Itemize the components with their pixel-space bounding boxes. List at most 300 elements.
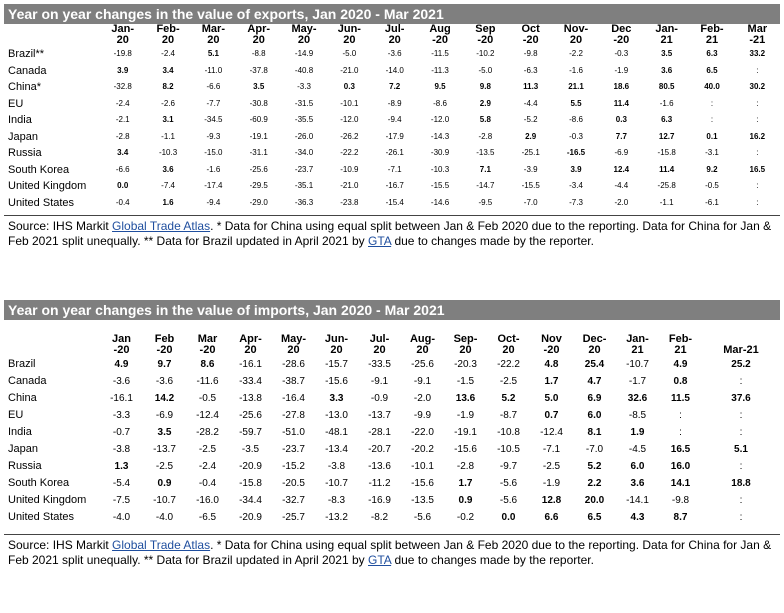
value-cell: -25.6 xyxy=(239,410,262,421)
value-cell: 11.4 xyxy=(613,98,629,108)
value-cell: -35.1 xyxy=(294,181,314,190)
value-cell: -16.1 xyxy=(239,359,262,370)
value-cell: -12.4 xyxy=(540,427,563,438)
value-cell: -28.1 xyxy=(368,427,391,438)
value-cell: -51.0 xyxy=(282,427,305,438)
value-cell: 9.7 xyxy=(157,359,172,370)
value-cell: : xyxy=(756,65,759,75)
value-cell: 13.6 xyxy=(455,393,476,404)
column-header xyxy=(444,334,487,356)
country-label: United Kingdom xyxy=(8,180,87,192)
value-cell: -11.3 xyxy=(431,65,449,75)
column-header-line2: Mar-21 xyxy=(723,344,759,356)
column-header-line2: -20 xyxy=(199,344,216,356)
value-cell: -11.2 xyxy=(368,478,391,489)
value-cell: : xyxy=(739,427,743,438)
column-header-line2: 20 xyxy=(502,344,515,356)
value-cell: -26.2 xyxy=(340,131,359,141)
value-cell: 9.2 xyxy=(706,164,718,174)
value-cell: -11.5 xyxy=(431,49,449,58)
country-label: India xyxy=(8,426,32,438)
table-row xyxy=(4,63,780,80)
value-cell: -34.0 xyxy=(294,148,314,157)
value-cell: : xyxy=(739,461,743,472)
value-cell: 16.5 xyxy=(749,164,766,174)
column-header xyxy=(358,334,401,356)
value-cell: -32.7 xyxy=(282,495,305,506)
value-cell: -8.2 xyxy=(370,512,389,523)
column-header-line1: Jan- xyxy=(655,24,678,35)
value-cell: -4.4 xyxy=(614,181,629,190)
country-label: South Korea xyxy=(8,163,70,176)
value-cell: -19.1 xyxy=(249,131,268,141)
value-cell: -7.5 xyxy=(112,495,131,506)
value-cell: 3.3 xyxy=(329,393,344,404)
value-cell: -15.4 xyxy=(385,197,404,207)
value-cell: -7.3 xyxy=(569,197,583,207)
value-cell: -32.8 xyxy=(113,82,132,91)
value-cell: 8.1 xyxy=(587,427,602,438)
value-cell: -15.5 xyxy=(521,181,540,190)
value-cell: : xyxy=(739,512,743,523)
value-cell: 4.7 xyxy=(587,376,602,387)
value-cell: -13.5 xyxy=(476,148,495,157)
value-cell: -11.6 xyxy=(196,376,219,387)
column-header-line2: 20 xyxy=(116,34,129,46)
value-cell: 16.0 xyxy=(670,461,691,472)
column-header-line1: Apr- xyxy=(247,24,271,35)
column-header-line1: Oct- xyxy=(497,334,520,345)
country-label: Japan xyxy=(8,130,38,143)
column-header-line2: -20 xyxy=(543,344,560,356)
column-header xyxy=(702,334,780,356)
value-cell: -5.6 xyxy=(499,478,518,489)
value-cell: 7.1 xyxy=(479,164,491,174)
value-cell: -15.6 xyxy=(325,376,348,387)
value-cell: -2.8 xyxy=(456,461,475,472)
column-header-line2: -20 xyxy=(522,34,539,46)
value-cell: -25.6 xyxy=(411,359,434,370)
table-row xyxy=(4,373,780,390)
value-cell: -13.7 xyxy=(153,444,176,455)
value-cell: -4.5 xyxy=(628,444,647,455)
table-row xyxy=(4,96,780,113)
value-cell: -33.4 xyxy=(239,376,262,387)
country-label: United States xyxy=(8,511,75,523)
column-header xyxy=(659,334,702,356)
column-header xyxy=(463,24,508,46)
value-cell: 3.5 xyxy=(157,427,172,438)
column-header-line1: Mar- xyxy=(201,24,225,35)
country-label: Japan xyxy=(8,443,38,455)
table-row xyxy=(4,407,780,424)
value-cell: -9.5 xyxy=(478,197,493,207)
value-cell: -16.7 xyxy=(385,181,404,190)
value-cell: : xyxy=(739,376,743,387)
value-cell: -0.4 xyxy=(115,197,130,207)
column-header-line1: Feb- xyxy=(668,334,693,345)
value-cell: -27.8 xyxy=(282,410,305,421)
column-header-line2: 20 xyxy=(161,34,175,46)
value-cell: -3.3 xyxy=(112,410,131,421)
source-text: Source: IHS Markit xyxy=(8,538,113,552)
value-cell: -2.8 xyxy=(478,131,493,141)
column-header xyxy=(417,24,462,46)
value-cell: -6.6 xyxy=(115,164,130,174)
value-cell: : xyxy=(679,410,682,421)
value-cell: -37.8 xyxy=(249,65,268,75)
value-cell: 1.6 xyxy=(162,197,174,207)
value-cell: 20.0 xyxy=(584,495,605,506)
column-header-line1: Dec xyxy=(611,24,632,35)
column-header-line1: Jan- xyxy=(111,24,135,35)
column-header xyxy=(100,24,145,46)
value-cell: -3.4 xyxy=(569,181,583,190)
country-label: EU xyxy=(8,409,24,421)
table-row xyxy=(4,390,780,407)
value-cell: -9.1 xyxy=(370,376,389,387)
value-cell: 3.9 xyxy=(570,164,582,174)
value-cell: 37.6 xyxy=(731,393,751,404)
exports-source-note xyxy=(4,215,780,252)
column-header xyxy=(145,24,190,46)
column-header-line2: -20 xyxy=(477,34,494,46)
header-blank xyxy=(4,334,100,356)
column-header-line2: -20 xyxy=(156,344,173,356)
value-cell: -3.5 xyxy=(241,444,260,455)
value-cell: -1.7 xyxy=(628,376,647,387)
value-cell: -31.5 xyxy=(294,98,314,108)
value-cell: -15.7 xyxy=(325,359,348,370)
column-header-line2: 20 xyxy=(207,34,220,46)
value-cell: -10.2 xyxy=(476,49,495,58)
value-cell: -36.3 xyxy=(294,197,314,207)
value-cell: 3.1 xyxy=(162,115,174,124)
column-header-line2: 20 xyxy=(416,344,429,356)
value-cell: -26.0 xyxy=(294,131,314,141)
value-cell: -5.6 xyxy=(499,495,518,506)
value-cell: -0.3 xyxy=(614,49,629,58)
value-cell: 7.2 xyxy=(389,82,401,91)
value-cell: -2.5 xyxy=(155,461,174,472)
value-cell: 8.7 xyxy=(673,512,688,523)
value-cell: -13.2 xyxy=(325,512,348,523)
value-cell: -9.9 xyxy=(413,410,432,421)
global-trade-atlas-link[interactable]: Global Trade Atlas xyxy=(112,219,211,233)
value-cell: -6.5 xyxy=(198,512,217,523)
value-cell: -1.6 xyxy=(206,164,221,174)
value-cell: -16.5 xyxy=(566,148,586,157)
country-label: Brazil** xyxy=(8,48,45,60)
exports-header-row xyxy=(4,24,780,46)
table-row xyxy=(4,356,780,373)
column-header xyxy=(689,24,734,46)
value-cell: -7.0 xyxy=(585,444,604,455)
value-cell: -29.5 xyxy=(249,181,268,190)
value-cell: -4.0 xyxy=(112,512,131,523)
value-cell: 0.9 xyxy=(458,495,473,506)
column-header-line1: Feb- xyxy=(700,24,724,35)
column-header-line1: Mar xyxy=(747,24,768,35)
value-cell: -10.3 xyxy=(158,148,178,157)
value-cell: -2.4 xyxy=(161,49,175,58)
value-cell: -22.0 xyxy=(411,427,434,438)
value-cell: -10.1 xyxy=(411,461,434,472)
value-cell: -7.4 xyxy=(161,181,175,190)
column-header-line1: Jul- xyxy=(369,334,390,345)
value-cell: -2.4 xyxy=(115,98,130,108)
column-header xyxy=(553,24,598,46)
value-cell: -13.0 xyxy=(325,410,348,421)
value-cell: -14.0 xyxy=(385,65,404,75)
column-header-line1: Oct xyxy=(521,24,540,35)
value-cell: -2.2 xyxy=(569,49,583,58)
value-cell: -15.8 xyxy=(239,478,262,489)
value-cell: 0.3 xyxy=(615,115,627,124)
column-header xyxy=(735,24,780,46)
value-cell: -21.0 xyxy=(340,181,359,190)
value-cell: -15.2 xyxy=(282,461,305,472)
value-cell: -34.4 xyxy=(239,495,262,506)
value-cell: -6.3 xyxy=(523,65,538,75)
value-cell: 5.5 xyxy=(570,98,582,108)
value-cell: -2.4 xyxy=(198,461,217,472)
value-cell: 6.5 xyxy=(587,512,602,523)
column-header-line1: Jan- xyxy=(626,334,649,345)
value-cell: -20.2 xyxy=(411,444,434,455)
value-cell: -7.0 xyxy=(523,197,538,207)
value-cell: 6.3 xyxy=(706,49,718,58)
value-cell: : xyxy=(710,115,714,124)
column-header-line2: 20 xyxy=(297,34,311,46)
value-cell: -2.1 xyxy=(115,115,130,124)
value-cell: -6.1 xyxy=(705,197,719,207)
country-label: Canada xyxy=(8,375,47,387)
value-cell: -23.8 xyxy=(340,197,359,207)
value-cell: 7.7 xyxy=(615,131,627,141)
value-cell: -48.1 xyxy=(325,427,348,438)
value-cell: -9.7 xyxy=(499,461,518,472)
value-cell: : xyxy=(710,98,714,108)
value-cell: -59.7 xyxy=(239,427,262,438)
value-cell: -19.1 xyxy=(454,427,477,438)
value-cell: -5.0 xyxy=(342,49,357,58)
value-cell: -20.9 xyxy=(239,461,262,472)
column-header-line1: Sep xyxy=(475,24,496,35)
value-cell: -6.9 xyxy=(614,148,629,157)
value-cell: -14.9 xyxy=(294,49,314,58)
value-cell: -2.0 xyxy=(413,393,432,404)
column-header xyxy=(236,24,281,46)
value-cell: 14.2 xyxy=(154,393,175,404)
value-cell: -1.9 xyxy=(542,478,561,489)
value-cell: -13.4 xyxy=(325,444,348,455)
column-header xyxy=(573,334,616,356)
value-cell: -13.5 xyxy=(411,495,434,506)
value-cell: 9.8 xyxy=(479,82,491,91)
value-cell: -14.3 xyxy=(430,131,450,141)
value-cell: -3.1 xyxy=(705,148,719,157)
value-cell: -4.4 xyxy=(523,98,538,108)
column-header-line2: 20 xyxy=(244,344,257,356)
value-cell: 2.2 xyxy=(587,478,602,489)
value-cell: 9.5 xyxy=(434,82,446,91)
value-cell: 3.9 xyxy=(117,65,129,75)
value-cell: -34.5 xyxy=(204,115,223,124)
value-cell: -9.8 xyxy=(671,495,690,506)
value-cell: 21.1 xyxy=(568,82,584,91)
value-cell: -1.9 xyxy=(614,65,629,75)
global-trade-atlas-link[interactable]: Global Trade Atlas xyxy=(112,538,211,552)
value-cell: -16.4 xyxy=(282,393,305,404)
column-header-line1: Jan xyxy=(112,334,131,345)
value-cell: -10.9 xyxy=(340,164,359,174)
value-cell: 11.4 xyxy=(659,164,675,174)
value-cell: -3.3 xyxy=(297,82,311,91)
value-cell: -9.3 xyxy=(206,131,221,141)
value-cell: -2.5 xyxy=(198,444,217,455)
imports-panel xyxy=(4,300,780,571)
value-cell: -1.6 xyxy=(569,65,583,75)
value-cell: 1.7 xyxy=(544,376,559,387)
value-cell: -15.0 xyxy=(204,148,223,157)
value-cell: 8.2 xyxy=(162,82,174,91)
column-header xyxy=(143,334,186,356)
value-cell: -20.5 xyxy=(282,478,305,489)
table-row xyxy=(4,424,780,441)
value-cell: 12.7 xyxy=(658,131,675,141)
value-cell: -1.5 xyxy=(456,376,475,387)
value-cell: 6.6 xyxy=(544,512,559,523)
table-row xyxy=(4,79,780,96)
value-cell: -8.9 xyxy=(387,98,402,108)
value-cell: -5.6 xyxy=(413,512,432,523)
table-row xyxy=(4,112,780,129)
value-cell: -25.6 xyxy=(249,164,268,174)
value-cell: -8.7 xyxy=(499,410,518,421)
value-cell: -11.0 xyxy=(204,65,223,75)
value-cell: -29.0 xyxy=(249,197,268,207)
value-cell: -15.8 xyxy=(657,148,676,157)
value-cell: : xyxy=(679,427,682,438)
value-cell: 6.5 xyxy=(706,65,718,75)
value-cell: -30.8 xyxy=(249,98,268,108)
column-header xyxy=(229,334,272,356)
value-cell: -0.3 xyxy=(569,131,583,141)
source-text: Source: IHS Markit xyxy=(8,219,113,233)
column-header-line2: 20 xyxy=(459,344,472,356)
column-header-line2: 21 xyxy=(631,344,644,356)
country-label: China xyxy=(8,392,37,404)
value-cell: -19.8 xyxy=(113,49,132,58)
value-cell: 12.4 xyxy=(613,164,630,174)
value-cell: -2.5 xyxy=(499,376,518,387)
value-cell: -13.8 xyxy=(239,393,262,404)
value-cell: 25.2 xyxy=(731,359,751,370)
value-cell: 3.6 xyxy=(630,478,645,489)
value-cell: 11.5 xyxy=(671,393,690,404)
exports-panel xyxy=(4,4,780,252)
value-cell: 30.2 xyxy=(749,82,766,91)
value-cell: -2.8 xyxy=(115,131,130,141)
value-cell: -12.0 xyxy=(340,115,359,124)
value-cell: 0.0 xyxy=(501,512,516,523)
value-cell: -1.6 xyxy=(659,98,674,108)
value-cell: -31.1 xyxy=(249,148,268,157)
table-row xyxy=(4,145,780,162)
column-header xyxy=(644,24,689,46)
column-header-line2: 21 xyxy=(674,344,687,356)
value-cell: : xyxy=(756,197,759,207)
value-cell: 5.2 xyxy=(587,461,602,472)
value-cell: 3.4 xyxy=(117,148,129,157)
value-cell: 2.9 xyxy=(525,131,537,141)
column-header-line1: May- xyxy=(291,24,317,35)
value-cell: -10.5 xyxy=(497,444,520,455)
column-header-line1: Nov- xyxy=(563,24,589,35)
country-label: Russia xyxy=(8,460,42,472)
table-row xyxy=(4,46,780,63)
gta-link[interactable]: GTA xyxy=(368,553,392,567)
value-cell: : xyxy=(739,410,743,421)
column-header-line2: 20 xyxy=(569,34,583,46)
value-cell: 4.3 xyxy=(630,512,645,523)
value-cell: 6.3 xyxy=(661,115,673,124)
value-cell: -7.1 xyxy=(542,444,561,455)
value-cell: 80.5 xyxy=(658,82,675,91)
value-cell: -5.0 xyxy=(478,65,493,75)
value-cell: 5.1 xyxy=(734,444,748,455)
value-cell: -1.9 xyxy=(456,410,475,421)
value-cell: 0.8 xyxy=(673,376,688,387)
value-cell: -9.8 xyxy=(523,49,538,58)
value-cell: -0.2 xyxy=(456,512,475,523)
value-cell: 6.0 xyxy=(630,461,645,472)
table-row xyxy=(4,509,780,526)
table-row xyxy=(4,178,780,195)
value-cell: -9.1 xyxy=(413,376,432,387)
column-header-line1: May- xyxy=(280,334,307,345)
value-cell: 6.0 xyxy=(587,410,602,421)
value-cell: -22.2 xyxy=(340,148,359,157)
value-cell: -16.9 xyxy=(368,495,391,506)
column-header-line1: Dec- xyxy=(582,334,607,345)
value-cell: 1.3 xyxy=(114,461,129,472)
column-header-line1: Aug xyxy=(429,24,451,35)
value-cell: -1.1 xyxy=(161,131,175,141)
value-cell: -3.6 xyxy=(155,376,174,387)
column-header-line1: Sep- xyxy=(453,334,478,345)
value-cell: -3.6 xyxy=(387,49,402,58)
exports-title: Year on year changes in the value of exports, Jan 2020 - Mar 2021 xyxy=(4,4,780,24)
value-cell: 4.9 xyxy=(114,359,129,370)
value-cell: -0.5 xyxy=(705,181,719,190)
column-header xyxy=(599,24,644,46)
gta-link[interactable]: GTA xyxy=(368,234,392,248)
value-cell: -33.5 xyxy=(368,359,391,370)
value-cell: -0.4 xyxy=(198,478,217,489)
value-cell: -3.8 xyxy=(327,461,346,472)
country-label: Brazil xyxy=(8,358,36,370)
country-label: South Korea xyxy=(8,477,70,489)
value-cell: 32.6 xyxy=(627,393,648,404)
value-cell: 18.8 xyxy=(731,478,751,489)
column-header-line2: 20 xyxy=(588,344,601,356)
value-cell: 0.3 xyxy=(343,82,355,91)
value-cell: -3.8 xyxy=(112,444,131,455)
value-cell: : xyxy=(756,115,759,124)
value-cell: -14.1 xyxy=(626,495,649,506)
